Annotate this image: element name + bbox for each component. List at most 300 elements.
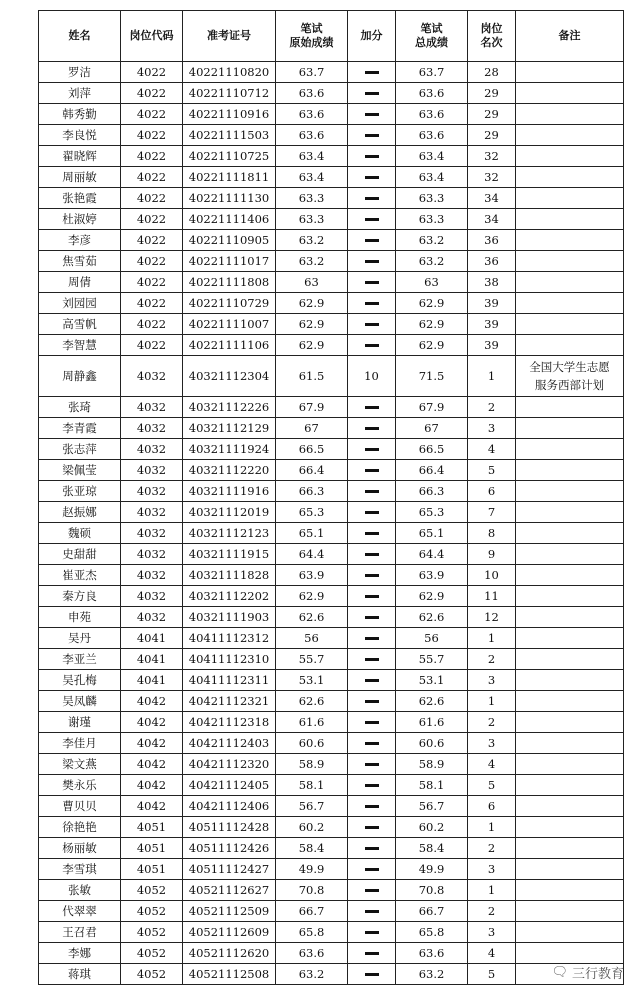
cell-written-raw: [276, 146, 348, 167]
cell-name-text: 刘萍: [68, 85, 91, 100]
cell-rank-text: 39: [484, 337, 499, 352]
cell-written-raw: [276, 251, 348, 272]
cell-bonus: [348, 481, 396, 502]
cell-post-code: [121, 251, 183, 272]
cell-bonus: [348, 775, 396, 796]
cell-ticket-no: [183, 188, 276, 209]
cell-written-raw-text: 62.9: [298, 316, 325, 331]
cell-written-raw-text: 60.6: [298, 735, 325, 750]
cell-name-text: 梁文燕: [62, 756, 97, 771]
cell-post-code: [121, 502, 183, 523]
cell-remark: [516, 293, 624, 314]
cell-name: [39, 859, 121, 880]
cell-name-text: 李雪琪: [62, 861, 97, 876]
cell-name: [39, 125, 121, 146]
table-row: [39, 628, 624, 649]
cell-name-text: 曹贝贝: [62, 798, 97, 813]
cell-ticket-no-text: 40221111503: [188, 127, 270, 142]
cell-ticket-no: [183, 943, 276, 964]
cell-ticket-no-text: 40421112318: [188, 714, 270, 729]
cell-remark: [516, 62, 624, 83]
cell-post-code-text: 4042: [136, 735, 167, 750]
cell-written-raw: [276, 670, 348, 691]
cell-written-total: [396, 880, 468, 901]
cell-name: [39, 460, 121, 481]
cell-name-text: 李佳月: [62, 735, 97, 750]
cell-written-total-text: 63.7: [418, 64, 445, 79]
cell-post-code: [121, 209, 183, 230]
cell-remark: [516, 209, 624, 230]
cell-bonus: [348, 964, 396, 985]
table-row: [39, 209, 624, 230]
cell-rank-text: 29: [484, 106, 499, 121]
cell-written-total: [396, 460, 468, 481]
cell-post-code-text: 4022: [136, 169, 167, 184]
cell-written-raw-text: 63.6: [298, 945, 325, 960]
cell-post-code: [121, 838, 183, 859]
header-remark: 备注: [516, 11, 624, 62]
cell-written-total-text: 58.9: [418, 756, 445, 771]
dash-mark: [365, 973, 379, 976]
cell-post-code: [121, 796, 183, 817]
cell-written-total-text: 63.3: [418, 211, 445, 226]
cell-written-total: [396, 83, 468, 104]
cell-rank: [468, 586, 516, 607]
cell-written-total-text: 66.4: [418, 462, 445, 477]
cell-written-raw-text: 64.4: [298, 546, 325, 561]
cell-name-text: 吴孔梅: [62, 672, 97, 687]
cell-remark: [516, 314, 624, 335]
cell-name: [39, 439, 121, 460]
cell-name-text: 史甜甜: [62, 546, 97, 561]
cell-name-text: 张琦: [68, 399, 91, 414]
dash-mark: [365, 113, 379, 116]
cell-ticket-no-text: 40421112321: [188, 693, 270, 708]
cell-rank: [468, 188, 516, 209]
cell-name-text: 李青霞: [62, 420, 97, 435]
watermark: [551, 963, 624, 982]
cell-bonus: [348, 838, 396, 859]
cell-bonus: [348, 83, 396, 104]
table-row: [39, 439, 624, 460]
cell-rank: [468, 838, 516, 859]
cell-name: [39, 838, 121, 859]
cell-rank-text: 2: [487, 714, 496, 729]
cell-post-code: [121, 775, 183, 796]
cell-post-code-text: 4032: [136, 504, 167, 519]
dash-mark: [365, 931, 379, 934]
cell-remark: [516, 167, 624, 188]
dash-mark: [365, 218, 379, 221]
cell-name: [39, 712, 121, 733]
cell-ticket-no: [183, 293, 276, 314]
cell-bonus: [348, 167, 396, 188]
cell-rank-text: 36: [484, 253, 499, 268]
cell-post-code: [121, 817, 183, 838]
cell-written-raw: [276, 922, 348, 943]
cell-name: [39, 104, 121, 125]
cell-name-text: 张志萍: [62, 441, 97, 456]
cell-name: [39, 754, 121, 775]
cell-bonus: [348, 314, 396, 335]
cell-post-code-text: 4042: [136, 714, 167, 729]
cell-name: [39, 565, 121, 586]
cell-post-code-text: 4042: [136, 777, 167, 792]
cell-post-code-text: 4042: [136, 693, 167, 708]
cell-bonus: [348, 251, 396, 272]
cell-written-raw-text: 63.6: [298, 127, 325, 142]
table-row: [39, 502, 624, 523]
cell-written-total: [396, 691, 468, 712]
cell-post-code-text: 4042: [136, 756, 167, 771]
table-row: [39, 293, 624, 314]
cell-rank: [468, 796, 516, 817]
cell-bonus: [348, 922, 396, 943]
cell-name: [39, 691, 121, 712]
cell-name-text: 张亚琼: [62, 483, 97, 498]
cell-name-text: 李亚兰: [62, 651, 97, 666]
cell-ticket-no: [183, 356, 276, 397]
header-post-code: 岗位代码: [121, 11, 183, 62]
cell-written-raw-text: 66.3: [298, 483, 325, 498]
cell-post-code-text: 4032: [136, 420, 167, 435]
cell-remark: [516, 859, 624, 880]
dash-mark: [365, 889, 379, 892]
cell-rank: [468, 460, 516, 481]
dash-mark: [365, 826, 379, 829]
cell-written-total: [396, 796, 468, 817]
cell-rank: [468, 439, 516, 460]
cell-written-total-text: 58.1: [418, 777, 445, 792]
cell-remark: [516, 880, 624, 901]
cell-post-code: [121, 104, 183, 125]
cell-name: [39, 251, 121, 272]
table-row: [39, 775, 624, 796]
cell-ticket-no: [183, 607, 276, 628]
cell-remark: [516, 628, 624, 649]
cell-written-raw-text: 61.6: [298, 714, 325, 729]
cell-ticket-no-text: 40521112508: [188, 966, 270, 981]
cell-rank: [468, 628, 516, 649]
cell-ticket-no: [183, 628, 276, 649]
cell-written-raw: [276, 565, 348, 586]
cell-ticket-no-text: 40511112426: [188, 840, 270, 855]
cell-post-code-text: 4042: [136, 798, 167, 813]
cell-bonus: [348, 817, 396, 838]
cell-post-code: [121, 314, 183, 335]
cell-written-total: [396, 293, 468, 314]
cell-written-raw: [276, 439, 348, 460]
cell-written-total-text: 62.9: [418, 316, 445, 331]
cell-written-raw: [276, 104, 348, 125]
table-row: [39, 188, 624, 209]
cell-rank-text: 11: [484, 588, 499, 603]
cell-post-code: [121, 188, 183, 209]
cell-name: [39, 502, 121, 523]
cell-ticket-no-text: 40321112123: [188, 525, 270, 540]
cell-rank-text: 34: [484, 211, 499, 226]
cell-written-total-text: 65.8: [418, 924, 445, 939]
cell-name-text: 李智慧: [62, 337, 97, 352]
cell-rank: [468, 125, 516, 146]
cell-ticket-no-text: 40321111828: [188, 567, 270, 582]
cell-written-raw-text: 63.6: [298, 85, 325, 100]
table-row: [39, 460, 624, 481]
cell-post-code: [121, 439, 183, 460]
dash-mark: [365, 532, 379, 535]
cell-post-code-text: 4032: [136, 588, 167, 603]
header-written-total: [396, 11, 468, 62]
cell-bonus: [348, 691, 396, 712]
cell-written-total: [396, 754, 468, 775]
cell-written-raw: [276, 502, 348, 523]
cell-ticket-no: [183, 544, 276, 565]
table-row: [39, 565, 624, 586]
cell-rank: [468, 62, 516, 83]
cell-name-text: 周丽敏: [62, 169, 97, 184]
cell-written-raw-text: 58.4: [298, 840, 325, 855]
cell-name-text: 崔亚杰: [62, 567, 97, 582]
cell-rank-text: 2: [487, 840, 496, 855]
cell-ticket-no: [183, 502, 276, 523]
cell-written-raw: [276, 964, 348, 985]
cell-written-total-text: 63.2: [418, 966, 445, 981]
cell-ticket-no-text: 40221110712: [188, 85, 270, 100]
table-row: [39, 922, 624, 943]
cell-bonus: [348, 502, 396, 523]
cell-bonus: [348, 733, 396, 754]
watermark-text: 三行教育: [571, 967, 624, 982]
table-row: [39, 272, 624, 293]
table-row: [39, 859, 624, 880]
cell-written-total: [396, 251, 468, 272]
cell-bonus: [348, 586, 396, 607]
cell-rank-text: 3: [487, 420, 496, 435]
cell-rank: [468, 649, 516, 670]
cell-rank-text: 32: [484, 169, 499, 184]
cell-rank: [468, 397, 516, 418]
cell-name-text: 蒋琪: [68, 966, 91, 981]
cell-rank-text: 1: [487, 882, 496, 897]
cell-written-total: [396, 922, 468, 943]
cell-ticket-no-text: 40321112304: [188, 368, 270, 383]
cell-written-raw: [276, 125, 348, 146]
cell-remark: [516, 901, 624, 922]
cell-post-code-text: 4052: [136, 903, 167, 918]
table-row: [39, 901, 624, 922]
cell-rank: [468, 922, 516, 943]
cell-name: [39, 397, 121, 418]
cell-post-code: [121, 754, 183, 775]
cell-rank: [468, 565, 516, 586]
cell-name: [39, 817, 121, 838]
cell-ticket-no-text: 40321112226: [188, 399, 270, 414]
cell-written-raw: [276, 775, 348, 796]
cell-rank-text: 5: [487, 777, 496, 792]
cell-ticket-no-text: 40221111106: [188, 337, 270, 352]
cell-written-total: [396, 125, 468, 146]
cell-written-raw-text: 62.9: [298, 337, 325, 352]
cell-rank: [468, 209, 516, 230]
cell-written-raw-text: 49.9: [298, 861, 325, 876]
cell-written-raw-text: 63.4: [298, 148, 325, 163]
cell-remark-text: 全国大学生志愿 服务西部计划: [529, 360, 610, 392]
header-written-raw: [276, 11, 348, 62]
cell-written-total-text: 63: [424, 274, 439, 289]
cell-post-code: [121, 397, 183, 418]
table-row: [39, 62, 624, 83]
cell-rank-text: 4: [487, 756, 496, 771]
cell-written-total: [396, 523, 468, 544]
cell-post-code: [121, 712, 183, 733]
dash-mark: [365, 197, 379, 200]
cell-written-total-text: 62.9: [418, 295, 445, 310]
cell-written-raw: [276, 167, 348, 188]
cell-rank: [468, 272, 516, 293]
cell-written-raw-text: 61.5: [298, 368, 325, 383]
cell-name: [39, 272, 121, 293]
cell-rank: [468, 418, 516, 439]
cell-ticket-no: [183, 167, 276, 188]
cell-remark: [516, 712, 624, 733]
cell-post-code: [121, 922, 183, 943]
cell-rank-text: 4: [487, 441, 496, 456]
cell-written-total-text: 63.4: [418, 148, 445, 163]
cell-post-code: [121, 964, 183, 985]
cell-name-text: 翟晓辉: [62, 148, 97, 163]
cell-bonus: [348, 104, 396, 125]
cell-ticket-no: [183, 964, 276, 985]
dash-mark: [365, 763, 379, 766]
cell-ticket-no-text: 40411112310: [188, 651, 270, 666]
cell-post-code: [121, 146, 183, 167]
cell-post-code-text: 4052: [136, 966, 167, 981]
cell-written-raw-text: 55.7: [298, 651, 325, 666]
table-row: [39, 167, 624, 188]
cell-name-text: 张敏: [68, 882, 91, 897]
cell-bonus: [348, 293, 396, 314]
cell-post-code-text: 4051: [136, 819, 167, 834]
table-row: [39, 712, 624, 733]
dash-mark: [365, 721, 379, 724]
cell-post-code-text: 4022: [136, 127, 167, 142]
dash-mark: [365, 511, 379, 514]
cell-written-raw: [276, 880, 348, 901]
cell-written-total: [396, 901, 468, 922]
cell-written-total-text: 60.6: [418, 735, 445, 750]
cell-written-raw: [276, 817, 348, 838]
table-row: [39, 314, 624, 335]
cell-written-raw: [276, 754, 348, 775]
cell-rank-text: 3: [487, 735, 496, 750]
cell-post-code: [121, 230, 183, 251]
cell-rank: [468, 251, 516, 272]
cell-written-total-text: 60.2: [418, 819, 445, 834]
cell-bonus: [348, 901, 396, 922]
cell-ticket-no: [183, 209, 276, 230]
dash-mark: [365, 805, 379, 808]
cell-rank-text: 2: [487, 903, 496, 918]
cell-name-text: 韩秀勤: [62, 106, 97, 121]
cell-remark: [516, 335, 624, 356]
cell-rank: [468, 901, 516, 922]
dash-mark: [365, 553, 379, 556]
cell-bonus: [348, 125, 396, 146]
table-row: [39, 691, 624, 712]
score-table: [38, 10, 624, 985]
cell-name: [39, 943, 121, 964]
cell-rank-text: 6: [487, 483, 496, 498]
cell-rank: [468, 754, 516, 775]
cell-written-total-text: 61.6: [418, 714, 445, 729]
cell-bonus: [348, 544, 396, 565]
cell-name: [39, 796, 121, 817]
cell-ticket-no-text: 40511112427: [188, 861, 270, 876]
cell-name: [39, 62, 121, 83]
cell-name: [39, 314, 121, 335]
cell-written-total-text: 63.9: [418, 567, 445, 582]
cell-rank: [468, 880, 516, 901]
cell-written-total: [396, 628, 468, 649]
cell-ticket-no: [183, 586, 276, 607]
dash-mark: [365, 847, 379, 850]
cell-rank-text: 1: [487, 693, 496, 708]
header-name: 姓名: [39, 11, 121, 62]
table-row: [39, 607, 624, 628]
cell-rank-text: 3: [487, 861, 496, 876]
cell-post-code: [121, 356, 183, 397]
cell-remark: [516, 104, 624, 125]
cell-ticket-no: [183, 251, 276, 272]
cell-remark: [516, 943, 624, 964]
cell-written-total: [396, 838, 468, 859]
cell-name-text: 李良悦: [62, 127, 97, 142]
cell-post-code-text: 4022: [136, 232, 167, 247]
cell-remark: [516, 544, 624, 565]
cell-written-raw-text: 63.2: [298, 966, 325, 981]
cell-bonus: [348, 62, 396, 83]
cell-bonus: [348, 460, 396, 481]
cell-remark: [516, 586, 624, 607]
cell-ticket-no-text: 40321112129: [188, 420, 270, 435]
dash-mark: [365, 910, 379, 913]
cell-name-text: 张艳霞: [62, 190, 97, 205]
cell-name: [39, 293, 121, 314]
cell-written-total: [396, 775, 468, 796]
cell-written-total-text: 63.6: [418, 945, 445, 960]
wechat-icon: 🗨︎: [551, 965, 568, 980]
cell-name-text: 杨丽敏: [62, 840, 97, 855]
cell-written-raw-text: 56.7: [298, 798, 325, 813]
cell-rank: [468, 481, 516, 502]
header-written-raw-line1: 笔试: [300, 22, 323, 35]
cell-ticket-no-text: 40321111916: [188, 483, 270, 498]
cell-rank-text: 29: [484, 127, 499, 142]
cell-ticket-no: [183, 335, 276, 356]
cell-written-total: [396, 62, 468, 83]
cell-written-raw-text: 53.1: [298, 672, 325, 687]
cell-written-total-text: 53.1: [418, 672, 445, 687]
cell-rank: [468, 523, 516, 544]
cell-written-raw-text: 62.6: [298, 693, 325, 708]
dash-mark: [365, 469, 379, 472]
cell-name-text: 赵振娜: [62, 504, 97, 519]
cell-bonus: [348, 943, 396, 964]
cell-written-total-text: 56: [424, 630, 439, 645]
cell-written-total: [396, 397, 468, 418]
cell-ticket-no-text: 40221110916: [188, 106, 270, 121]
cell-written-total: [396, 209, 468, 230]
